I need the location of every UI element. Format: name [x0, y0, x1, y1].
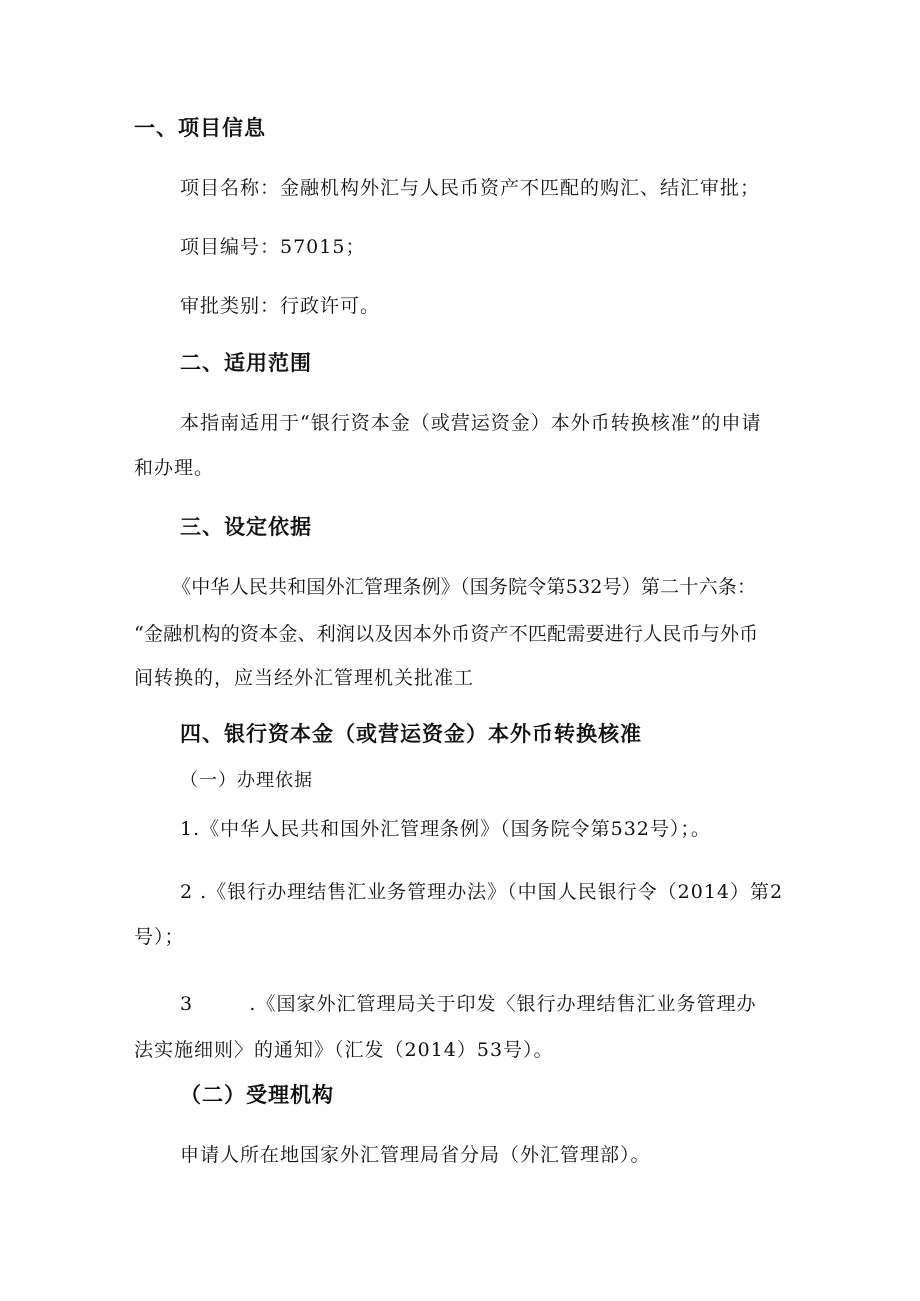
basis-item-3-line-1: 3 .《国家外汇管理局关于印发〈银行办理结售汇业务管理办 — [180, 993, 757, 1015]
project-number-line: 项目编号：57015； — [180, 236, 366, 258]
accepting-agency-line: 申请人所在地国家外汇管理局省分局（外汇管理部）。 — [180, 1144, 651, 1166]
subsection-heading-basis: （一）办理依据 — [180, 770, 313, 791]
basis-item-2-line-1: 2 .《银行办理结售汇业务管理办法》（中国人民银行令（2014）第2 — [180, 881, 784, 903]
scope-paragraph-line-2: 和办理。 — [134, 457, 215, 479]
section-heading-scope: 二、适用范围 — [180, 351, 312, 375]
subsection-heading-accepting-agency: （二）受理机构 — [180, 1083, 334, 1107]
basis-item-1: 1.《中华人民共和国外汇管理条例》（国务院令第532号）；。 — [180, 818, 711, 840]
legal-basis-line-1: 《中华人民共和国外汇管理条例》（国务院令第532号）第二十六条： — [172, 576, 757, 598]
scope-paragraph-line-1: 本指南适用于“银行资本金（或营运资金）本外币转换核准”的申请 — [180, 412, 762, 434]
basis-item-3-line-2: 法实施细则〉的通知》（汇发（2014）53号）。 — [134, 1039, 554, 1061]
section-heading-project-info: 一、项目信息 — [134, 116, 266, 140]
legal-basis-line-2: “金融机构的资本金、利润以及因本外币资产不匹配需要进行人民币与外币 — [134, 623, 759, 645]
section-heading-capital-conversion: 四、银行资本金（或营运资金）本外币转换核准 — [180, 722, 642, 746]
approval-category-line: 审批类别：行政许可。 — [180, 295, 381, 317]
project-name-line: 项目名称：金融机构外汇与人民币资产不匹配的购汇、结汇审批； — [180, 177, 761, 199]
basis-item-2-line-2: 号）； — [134, 926, 185, 948]
legal-basis-line-3: 间转换的，应当经外汇管理机关批准工 — [134, 667, 475, 689]
section-heading-legal-basis: 三、设定依据 — [180, 515, 312, 539]
